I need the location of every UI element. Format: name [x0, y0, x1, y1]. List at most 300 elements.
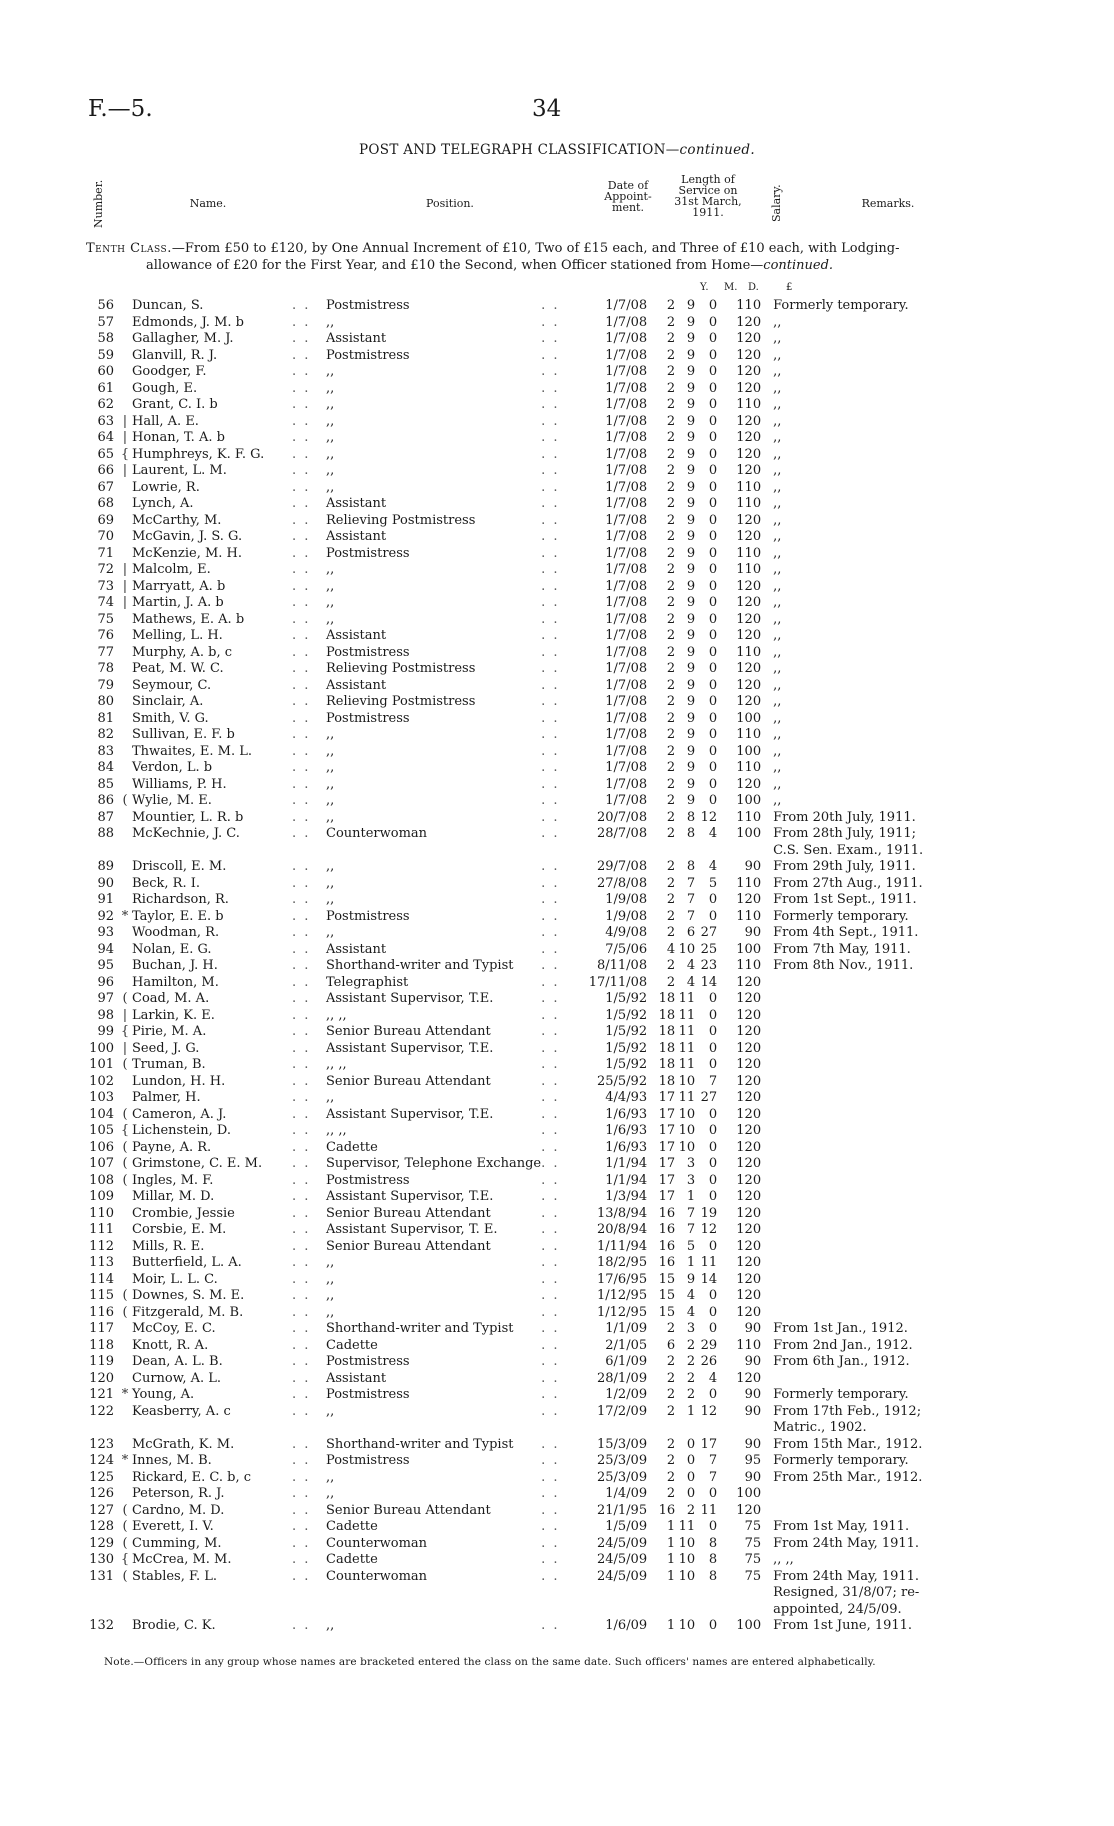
row-number: 81 [97, 710, 114, 726]
table-row [84, 1519, 953, 1536]
salary [717, 1585, 773, 1602]
table-row [84, 1569, 953, 1586]
officer-name: Knott, R. A. [132, 1337, 209, 1353]
row-number [84, 1602, 118, 1619]
appointment-date: 1/6/93 [605, 1139, 648, 1155]
service-years: 2 [666, 710, 676, 726]
dot-leader: . . [292, 974, 311, 990]
service-years: 2 [666, 743, 676, 759]
row-number: 129 [89, 1535, 114, 1551]
class-description-line [86, 240, 1016, 257]
officer-name: Buchan, J. H. [132, 958, 218, 973]
bracket-mark [118, 298, 132, 315]
service-years: 17 [658, 1123, 676, 1138]
officer-name: Moir, L. L. C. [132, 1271, 218, 1287]
bracket-mark [118, 843, 132, 860]
appointment-date: 1/7/08 [605, 446, 648, 462]
remarks: From 15th Mar., 1912. [773, 1436, 923, 1452]
dot-leader: . . [541, 314, 560, 330]
officer-position: ,, [326, 743, 335, 759]
service-months: 9 [686, 479, 696, 495]
dot-leader: . . [292, 1123, 311, 1138]
title-continued: continued. [679, 142, 755, 158]
remarks: ,, [773, 463, 782, 478]
officer-name: Millar, M. D. [132, 1189, 215, 1204]
service-months: 9 [686, 628, 696, 643]
service-days: 8 [708, 1535, 718, 1551]
dot-leader [541, 1602, 581, 1619]
officer-name: Lynch, A. [132, 496, 194, 511]
bracket-mark: ( [122, 1535, 128, 1551]
service-days: 0 [708, 1618, 718, 1633]
service-years: 2 [666, 677, 676, 693]
service-months: 9 [686, 776, 696, 792]
remarks: From 6th Jan., 1912. [773, 1354, 910, 1369]
remarks: ,, [773, 578, 782, 594]
dot-leader: . . [292, 1057, 311, 1072]
officer-position: Postmistress [326, 1354, 410, 1369]
service-days: 17 [700, 1436, 718, 1452]
service-months: 10 [678, 1139, 696, 1155]
row-number: 97 [97, 991, 114, 1006]
officer-position: Relieving Postmistress [326, 661, 476, 676]
appointment-date: 1/7/08 [605, 694, 648, 709]
appointment-date: 1/11/94 [596, 1238, 648, 1254]
service-months: 11 [678, 1024, 696, 1039]
appointment-date: 6/1/09 [605, 1354, 648, 1369]
service-years: 2 [666, 595, 676, 610]
officer-position: ,, [326, 1255, 335, 1270]
service-days: 0 [708, 364, 718, 379]
service-days: 0 [708, 1024, 718, 1039]
officer-name: Verdon, L. b [132, 760, 213, 775]
dot-leader: . . [541, 908, 560, 924]
remarks: ,, ,, [773, 1552, 794, 1567]
dot-leader: . . [292, 545, 311, 561]
salary: 120 [736, 463, 762, 478]
service-days: 23 [700, 958, 718, 973]
officer-name: Goodger, F. [132, 364, 207, 379]
service-days [695, 843, 717, 860]
bracket-mark [118, 381, 132, 398]
dot-leader: . . [541, 925, 560, 940]
remarks [773, 1222, 953, 1239]
row-number: 99 [97, 1024, 114, 1039]
dot-leader: . . [292, 1205, 311, 1221]
dot-leader: . . [541, 1552, 560, 1567]
officer-position: ,, [326, 611, 335, 627]
bracket-mark [118, 711, 132, 728]
dot-leader [292, 1420, 326, 1437]
salary: 100 [736, 1618, 762, 1633]
service-days: 0 [708, 1321, 718, 1336]
service-years: 2 [666, 628, 676, 643]
row-number: 130 [89, 1552, 114, 1567]
officer-name: Downes, S. M. E. [132, 1288, 245, 1303]
dot-leader: . . [292, 298, 311, 313]
service-months: 2 [686, 1337, 696, 1353]
dot-leader: . . [541, 760, 560, 775]
salary: 120 [736, 974, 762, 990]
bracket-mark [118, 628, 132, 645]
service-years: 2 [666, 760, 676, 775]
salary: 90 [744, 1436, 762, 1452]
service-years: 2 [666, 578, 676, 594]
dot-leader: . . [292, 1321, 311, 1336]
dot-leader: . . [292, 908, 311, 924]
officer-position: Postmistress [326, 1387, 410, 1402]
table-row [84, 1354, 953, 1371]
salary: 110 [736, 1337, 762, 1353]
classification-rows [84, 298, 953, 1635]
header-remarks: Remarks. [861, 197, 915, 210]
row-number: 59 [97, 347, 114, 363]
appointment-date: 25/3/09 [596, 1469, 648, 1485]
service-months: 8 [686, 859, 696, 874]
officer-position: Assistant Supervisor, T. E. [326, 1222, 498, 1237]
service-years: 18 [658, 1040, 676, 1056]
salary: 120 [736, 1255, 762, 1270]
service-months: 11 [678, 1040, 696, 1056]
officer-name: Peterson, R. J. [132, 1486, 225, 1501]
dot-leader: . . [292, 1486, 311, 1501]
service-years: 2 [666, 562, 676, 577]
salary: 110 [736, 562, 762, 577]
officer-name: Grant, C. I. b [132, 397, 218, 412]
officer-position: ,, [326, 892, 335, 907]
bracket-mark [118, 546, 132, 563]
appointment-date: 20/8/94 [596, 1222, 648, 1237]
table-row [84, 595, 953, 612]
service-months: 11 [678, 1519, 696, 1534]
service-months: 9 [686, 545, 696, 561]
dot-leader: . . [541, 1073, 560, 1089]
salary: 120 [736, 776, 762, 792]
row-number: 82 [97, 727, 114, 742]
officer-name: Pirie, M. A. [132, 1024, 207, 1039]
row-number [84, 1420, 118, 1437]
table-row [84, 1024, 953, 1041]
officer-name: Thwaites, E. M. L. [132, 743, 253, 759]
service-days: 0 [708, 1156, 718, 1171]
appointment-date: 25/3/09 [596, 1453, 648, 1468]
salary: 90 [744, 1321, 762, 1336]
bracket-mark [118, 513, 132, 530]
row-number: 131 [89, 1568, 114, 1584]
appointment-date: 1/7/08 [605, 496, 648, 511]
salary: 120 [736, 595, 762, 610]
appointment-date: 1/7/08 [605, 463, 648, 478]
table-row [84, 727, 953, 744]
officer-position: Assistant [326, 677, 387, 693]
dot-leader: . . [541, 380, 560, 396]
service-years: 1 [666, 1552, 676, 1567]
salary: 110 [736, 397, 762, 412]
row-number: 62 [97, 397, 114, 412]
table-row [84, 546, 953, 563]
service-months: 3 [686, 1321, 696, 1336]
class-text: —From £50 to £120, by One Annual Increment of £10, Two of £15 each, and Three of £10 each, with Lodging- [171, 241, 900, 256]
row-number: 104 [89, 1106, 114, 1122]
service-years: 18 [658, 1057, 676, 1072]
header-salary: Salary. [770, 184, 783, 222]
officer-name: Hall, A. E. [132, 413, 199, 429]
service-months: 3 [686, 1156, 696, 1171]
row-number: 124 [89, 1453, 114, 1468]
row-number: 83 [97, 743, 114, 759]
officer-position: ,, [326, 479, 335, 495]
remarks: ,, [773, 677, 782, 693]
officer-position: Postmistress [326, 1172, 410, 1188]
bracket-mark [118, 777, 132, 794]
service-days: 0 [708, 446, 718, 462]
service-days: 0 [708, 677, 718, 693]
service-months: 9 [686, 512, 696, 528]
service-months: 9 [686, 529, 696, 544]
appointment-date: 1/7/08 [605, 331, 648, 346]
officer-position: ,, [326, 1403, 335, 1419]
dot-leader: . . [292, 941, 311, 957]
bracket-mark [118, 661, 132, 678]
dot-leader: . . [541, 1288, 560, 1303]
dot-leader: . . [541, 1453, 560, 1468]
table-row [84, 694, 953, 711]
officer-position: ,, [326, 314, 335, 330]
officer-name: Rickard, E. C. b, c [132, 1469, 252, 1485]
dot-leader: . . [541, 793, 560, 808]
bracket-mark [118, 876, 132, 893]
table-row [84, 364, 953, 381]
officer-position: Assistant [326, 496, 387, 511]
remarks [773, 1239, 953, 1256]
table-row [84, 1437, 953, 1454]
table-row [84, 744, 953, 761]
table-row [84, 1618, 953, 1635]
remarks: ,, [773, 545, 782, 561]
dot-leader: . . [292, 611, 311, 627]
bracket-mark [118, 892, 132, 909]
service-days: 0 [708, 776, 718, 792]
dot-leader: . . [541, 413, 560, 429]
service-years: 2 [666, 892, 676, 907]
remarks [773, 1305, 953, 1322]
remarks: ,, [773, 776, 782, 792]
dot-leader: . . [541, 529, 560, 544]
header-length [672, 174, 744, 218]
table-row [84, 1486, 953, 1503]
table-row [84, 447, 953, 464]
officer-position: ,, [326, 380, 335, 396]
officer-name: Driscoll, E. M. [132, 859, 227, 874]
row-number: 89 [97, 859, 114, 874]
officer-position: ,, [326, 1090, 335, 1105]
remarks [773, 1140, 953, 1157]
appointment-date: 1/7/08 [605, 314, 648, 330]
dot-leader: . . [292, 1519, 311, 1534]
officer-position: Counterwoman [326, 1535, 428, 1551]
row-number: 64 [97, 430, 114, 445]
officer-name: Innes, M. B. [132, 1453, 212, 1468]
service-years: 2 [666, 694, 676, 709]
service-months: 9 [686, 562, 696, 577]
officer-position: ,, [326, 430, 335, 445]
service-months: 9 [686, 743, 696, 759]
header-date-line: Date of [607, 179, 649, 192]
salary: 120 [736, 1172, 762, 1188]
salary: 110 [736, 908, 762, 924]
bracket-mark [118, 1255, 132, 1272]
service-months: 10 [678, 941, 696, 957]
officer-position: ,, ,, [326, 1007, 347, 1023]
remarks: Resigned, 31/8/07; re- [773, 1585, 920, 1600]
service-days: 12 [700, 809, 718, 825]
table-row [84, 496, 953, 513]
dot-leader: . . [292, 677, 311, 693]
service-years: 2 [666, 380, 676, 396]
service-months: 9 [686, 331, 696, 346]
officer-name: McCarthy, M. [132, 512, 222, 528]
officer-position: ,, [326, 727, 335, 742]
dot-leader: . . [292, 1238, 311, 1254]
service-years: 2 [666, 331, 676, 346]
service-years: 17 [658, 1139, 676, 1155]
row-number: 75 [97, 611, 114, 627]
dot-leader: . . [541, 1469, 560, 1485]
remarks [773, 1074, 953, 1091]
officer-name: Seed, J. G. [132, 1040, 200, 1056]
service-months: 9 [686, 793, 696, 808]
row-number: 95 [97, 958, 114, 973]
service-days: 27 [700, 925, 718, 940]
bracket-mark [118, 859, 132, 876]
dot-leader: . . [292, 958, 311, 973]
appointment-date: 1/7/08 [605, 397, 648, 412]
appointment-date [581, 1585, 653, 1602]
appointment-date: 1/12/95 [596, 1304, 648, 1320]
dot-leader: . . [292, 380, 311, 396]
remarks [773, 1008, 953, 1025]
dot-leader: . . [541, 727, 560, 742]
dot-leader: . . [292, 1073, 311, 1089]
officer-position: Postmistress [326, 545, 410, 561]
officer-position: Shorthand-writer and Typist [326, 958, 514, 973]
officer-position: Assistant [326, 529, 387, 544]
salary: 120 [736, 331, 762, 346]
dot-leader: . . [292, 1139, 311, 1155]
dot-leader: . . [541, 875, 560, 891]
dot-leader: . . [292, 710, 311, 726]
dot-leader: . . [541, 1172, 560, 1188]
officer-position [326, 843, 541, 860]
salary: 120 [736, 1040, 762, 1056]
remarks: ,, [773, 628, 782, 643]
service-years: 15 [658, 1271, 676, 1287]
class-label: Tenth Class. [86, 241, 172, 256]
service-months: 9 [686, 595, 696, 610]
remarks: ,, [773, 397, 782, 412]
dot-leader: . . [541, 1337, 560, 1353]
officer-name: Seymour, C. [132, 677, 212, 693]
officer-position: ,, [326, 1271, 335, 1287]
officer-name: Marryatt, A. b [132, 578, 226, 594]
bracket-mark [118, 760, 132, 777]
dot-leader: . . [292, 331, 311, 346]
dot-leader: . . [541, 1403, 560, 1419]
appointment-date: 17/2/09 [596, 1403, 648, 1419]
row-number: 88 [97, 826, 114, 841]
service-months: 10 [678, 1073, 696, 1089]
service-months: 9 [686, 1271, 696, 1287]
service-years: 2 [666, 529, 676, 544]
bracket-mark [118, 1239, 132, 1256]
salary: 120 [736, 578, 762, 594]
dot-leader: . . [292, 809, 311, 825]
table-row [84, 661, 953, 678]
officer-name: Humphreys, K. F. G. [132, 446, 265, 462]
service-years: 16 [658, 1255, 676, 1270]
dot-leader: . . [292, 925, 311, 940]
classification-table [84, 298, 953, 1635]
table-row [84, 397, 953, 414]
salary: 120 [736, 677, 762, 693]
remarks: From 7th May, 1911. [773, 941, 911, 957]
officer-position: Telegraphist [326, 974, 409, 990]
salary: 120 [736, 1139, 762, 1155]
dot-leader: . . [292, 1172, 311, 1188]
remarks: Formerly temporary. [773, 908, 909, 924]
page-reference: F.—5. [88, 96, 153, 122]
salary: 120 [736, 314, 762, 330]
service-days: 0 [708, 1238, 718, 1254]
salary: 120 [736, 512, 762, 528]
dot-leader [292, 1585, 326, 1602]
service-years: 16 [658, 1205, 676, 1221]
header-position: Position. [426, 197, 474, 210]
officer-position: ,, [326, 578, 335, 594]
salary: 120 [736, 1106, 762, 1122]
salary: 110 [736, 809, 762, 825]
dot-leader: . . [292, 1354, 311, 1369]
bracket-mark [118, 1420, 132, 1437]
remarks: From 29th July, 1911. [773, 859, 916, 874]
header-name: Name. [189, 197, 227, 210]
salary: 90 [744, 925, 762, 940]
remarks [773, 1206, 953, 1223]
service-days: 8 [708, 1552, 718, 1567]
officer-position: Shorthand-writer and Typist [326, 1436, 514, 1452]
dot-leader: . . [292, 892, 311, 907]
dot-leader: . . [292, 826, 311, 841]
dot-leader: . . [541, 298, 560, 313]
dot-leader: . . [292, 1469, 311, 1485]
row-number: 78 [97, 661, 114, 676]
service-years: 2 [666, 446, 676, 462]
dot-leader: . . [292, 1222, 311, 1237]
header-number: Number. [92, 179, 105, 228]
bracket-mark: ( [122, 1057, 128, 1072]
service-months: 7 [686, 1222, 696, 1237]
table-row [84, 513, 953, 530]
appointment-date: 25/5/92 [596, 1073, 648, 1089]
salary: 120 [736, 364, 762, 379]
row-number: 98 [97, 1007, 114, 1023]
officer-position: Senior Bureau Attendant [326, 1024, 491, 1039]
service-days: 0 [708, 380, 718, 396]
service-years: 2 [666, 611, 676, 627]
appointment-date: 1/7/08 [605, 364, 648, 379]
bracket-mark: ( [122, 991, 128, 1006]
appointment-date: 28/1/09 [596, 1370, 648, 1386]
